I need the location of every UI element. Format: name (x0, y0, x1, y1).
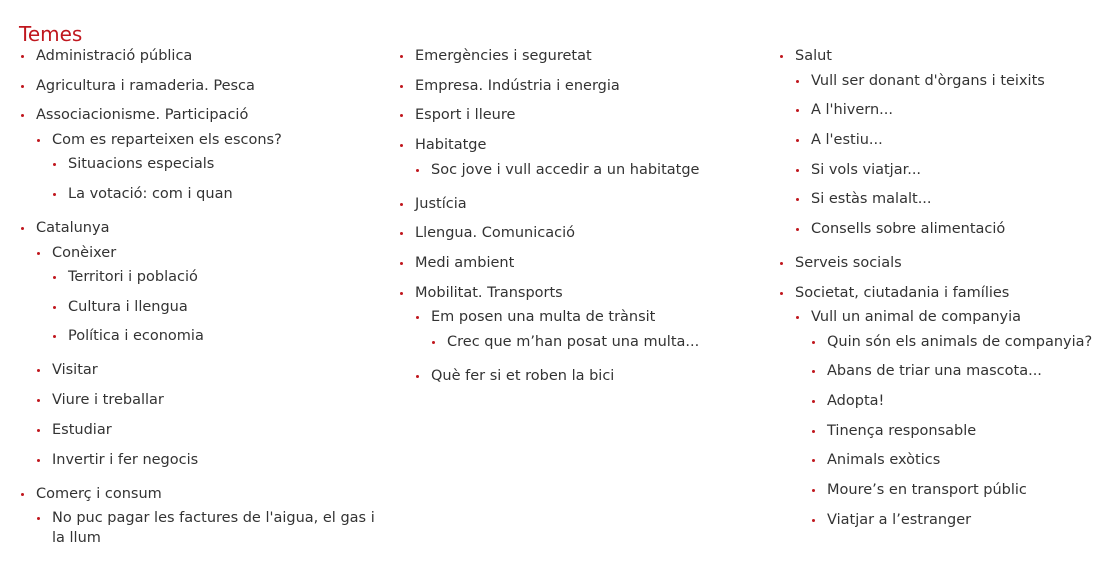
subtopics-list (51, 267, 379, 346)
topic-link[interactable]: Emergències i seguretat (398, 46, 758, 66)
list-item (35, 130, 379, 204)
subtopics-list (51, 154, 379, 204)
list-item (414, 160, 758, 180)
topic-link[interactable]: Administració pública (19, 46, 379, 66)
subtopic-link[interactable]: Visitar (35, 360, 379, 380)
subtopics-list (35, 130, 379, 204)
subtopic-link[interactable]: Invertir i fer negocis (35, 450, 379, 470)
list-item (51, 267, 379, 287)
list-item (794, 189, 1103, 209)
topics-column-1 (19, 46, 379, 562)
subtopic-link[interactable]: Vull un animal de companyia (794, 307, 1103, 327)
subtopic-link[interactable]: Territori i població (51, 267, 379, 287)
topic-link[interactable]: Associacionisme. Participació (19, 105, 379, 125)
subtopic-link[interactable]: Soc jove i vull accedir a un habitatge (414, 160, 758, 180)
list-item (414, 366, 758, 386)
subtopic-link[interactable]: La votació: com i quan (51, 184, 379, 204)
topic-link[interactable]: Esport i lleure (398, 105, 758, 125)
topic-link[interactable]: Societat, ciutadania i famílies (778, 283, 1103, 303)
list-item (778, 253, 1103, 273)
topic-link[interactable]: Habitatge (398, 135, 758, 155)
list-item (51, 297, 379, 317)
topic-link[interactable]: Serveis socials (778, 253, 1103, 273)
subtopic-link[interactable]: Viure i treballar (35, 390, 379, 410)
list-item (398, 223, 758, 243)
list-item (398, 283, 758, 386)
subtopic-link[interactable]: Adopta! (810, 391, 1103, 411)
subtopic-link[interactable]: Tinença responsable (810, 421, 1103, 441)
topic-link[interactable]: Justícia (398, 194, 758, 214)
list-item (810, 361, 1103, 381)
list-item (35, 360, 379, 380)
topic-link[interactable]: Comerç i consum (19, 484, 379, 504)
list-item (810, 510, 1103, 530)
list-item (51, 154, 379, 174)
subtopics-list (810, 332, 1103, 530)
list-item (35, 390, 379, 410)
topics-list (19, 46, 379, 548)
subtopic-link[interactable]: Estudiar (35, 420, 379, 440)
topic-link[interactable]: Llengua. Comunicació (398, 223, 758, 243)
subtopic-link[interactable]: Política i economia (51, 326, 379, 346)
subtopics-list (794, 71, 1103, 239)
subtopics-list (35, 508, 379, 548)
list-item (398, 253, 758, 273)
list-item (35, 243, 379, 347)
list-item (430, 332, 758, 352)
subtopic-link[interactable]: Viatjar a l’estranger (810, 510, 1103, 530)
subtopic-link[interactable]: Em posen una multa de trànsit (414, 307, 758, 327)
list-item (810, 332, 1103, 352)
list-item (35, 420, 379, 440)
list-item (794, 130, 1103, 150)
topic-link[interactable]: Salut (778, 46, 1103, 66)
list-item (794, 307, 1103, 530)
list-item (51, 326, 379, 346)
subtopic-link[interactable]: Com es reparteixen els escons? (35, 130, 379, 150)
subtopics-list (414, 160, 758, 180)
list-item (19, 484, 379, 549)
list-item (794, 219, 1103, 239)
topics-list (778, 46, 1103, 530)
subtopic-link[interactable]: No puc pagar les factures de l'aigua, el gas i la llum (35, 508, 377, 548)
topic-link[interactable]: Medi ambient (398, 253, 758, 273)
topic-link[interactable]: Mobilitat. Transports (398, 283, 758, 303)
list-item (794, 160, 1103, 180)
subtopic-link[interactable]: Situacions especials (51, 154, 379, 174)
topics-column-3 (778, 46, 1103, 544)
section-title: Temes (19, 21, 83, 46)
subtopic-link[interactable]: A l'estiu... (794, 130, 1103, 150)
list-item (19, 46, 379, 66)
list-item (810, 391, 1103, 411)
list-item (35, 450, 379, 470)
subtopic-link[interactable]: Què fer si et roben la bici (414, 366, 758, 386)
list-item (19, 76, 379, 96)
subtopic-link[interactable]: Si vols viatjar... (794, 160, 1103, 180)
list-item (398, 76, 758, 96)
topic-link[interactable]: Agricultura i ramaderia. Pesca (19, 76, 379, 96)
subtopic-link[interactable]: Animals exòtics (810, 450, 1103, 470)
subtopic-link[interactable]: Cultura i llengua (51, 297, 379, 317)
list-item (398, 46, 758, 66)
list-item (778, 283, 1103, 530)
topics-column-2 (398, 46, 758, 400)
list-item (398, 135, 758, 180)
topic-link[interactable]: Empresa. Indústria i energia (398, 76, 758, 96)
subtopic-link[interactable]: Si estàs malalt... (794, 189, 1103, 209)
list-item (810, 421, 1103, 441)
subtopic-link[interactable]: Vull ser donant d'òrgans i teixits (794, 71, 1103, 91)
list-item (810, 480, 1103, 500)
list-item (778, 46, 1103, 239)
subtopic-link[interactable]: Conèixer (35, 243, 379, 263)
subtopics-list (430, 332, 758, 352)
topic-link[interactable]: Catalunya (19, 218, 379, 238)
list-item (794, 71, 1103, 91)
subtopic-link[interactable]: Moure’s en transport públic (810, 480, 1103, 500)
subtopics-list (794, 307, 1103, 530)
subtopics-list (414, 307, 758, 386)
subtopic-link[interactable]: Consells sobre alimentació (794, 219, 1103, 239)
list-item (414, 307, 758, 352)
list-item (398, 105, 758, 125)
subtopic-link[interactable]: Crec que m’han posat una multa... (430, 332, 758, 352)
list-item (794, 100, 1103, 120)
list-item (810, 450, 1103, 470)
subtopic-link[interactable]: A l'hivern... (794, 100, 1103, 120)
subtopic-link[interactable]: Quin són els animals de companyia? (810, 332, 1103, 352)
list-item (19, 218, 379, 469)
list-item (35, 508, 379, 548)
list-item (51, 184, 379, 204)
subtopic-link[interactable]: Abans de triar una mascota... (810, 361, 1103, 381)
list-item (398, 194, 758, 214)
subtopics-list (35, 243, 379, 470)
list-item (19, 105, 379, 204)
topics-list (398, 46, 758, 386)
